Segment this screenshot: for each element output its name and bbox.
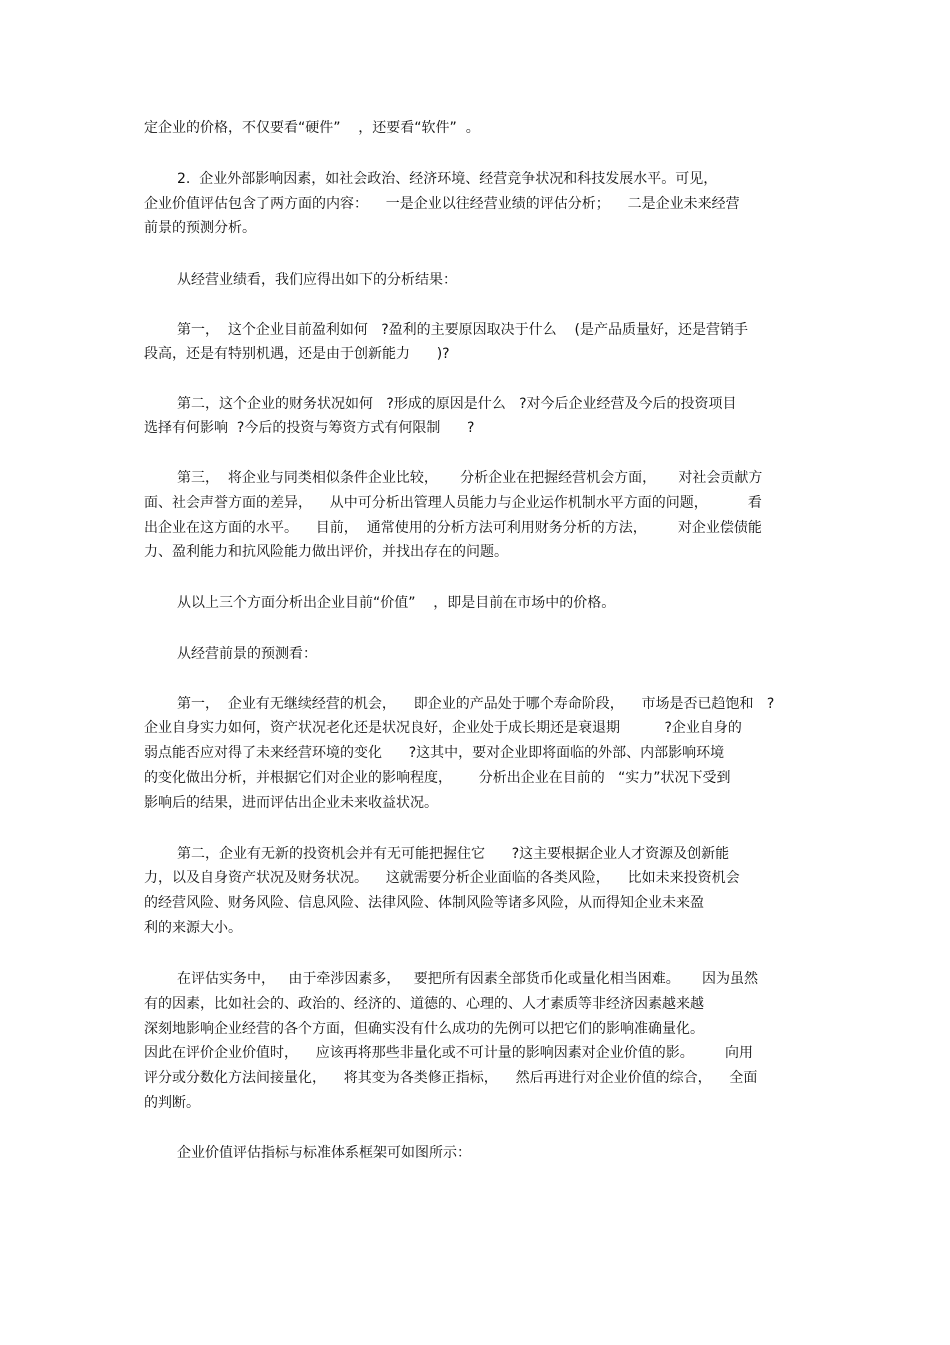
text-line: 2. 企业外部影响因素，如社会政治、经济环境、经营竞争状况和科技发展水平。可见，: [177, 171, 718, 187]
text-line: 前景的预测分析。: [144, 220, 256, 236]
text-line: 弱点能否应对得了未来经营环境的变化 ?这其中，要对企业即将面临的外部、内部影响环境: [144, 745, 725, 761]
text-line: 从经营业绩看，我们应得出如下的分析结果：: [177, 272, 457, 288]
text-line: 力，以及自身资产状况及财务状况。 这就需要分析企业面临的各类风险， 比如未来投资机会: [144, 870, 740, 886]
text-line: 企业价值评估包含了两方面的内容： 一是企业以往经营业绩的评估分析； 二是企业未来经营: [144, 196, 740, 212]
text-line: 段高，还是有特别机遇，还是由于创新能力 )?: [144, 346, 450, 362]
text-line: 在评估实务中， 由于牵涉因素多， 要把所有因素全部货币化或量化相当困难。 因为虽然: [177, 971, 758, 987]
text-line: 的变化做出分析，并根据它们对企业的影响程度， 分析出企业在目前的 “实力”状况下受到: [144, 770, 731, 786]
text-line: 企业自身实力如何，资产状况老化还是状况良好，企业处于成长期还是衰退期 ?企业自身的: [144, 720, 742, 736]
text-line: 从以上三个方面分析出企业目前“价值” ，即是目前在市场中的价格。: [177, 595, 616, 611]
text-line: 有的因素，比如社会的、政治的、经济的、道德的、心理的、人才素质等非经济因素越来越: [144, 996, 704, 1012]
text-line: 的经营风险、财务风险、信息风险、法律风险、体制风险等诸多风险，从而得知企业未来盈: [144, 895, 704, 911]
text-line: 利的来源大小。: [144, 920, 242, 936]
text-line: 第一， 这个企业目前盈利如何 ?盈利的主要原因取决于什么 (是产品质量好，还是营销手: [177, 322, 748, 338]
text-line: 从经营前景的预测看：: [177, 646, 317, 662]
text-line: 企业价值评估指标与标准体系框架可如图所示：: [177, 1145, 471, 1161]
text-line: 出企业在这方面的水平。 目前， 通常使用的分析方法可利用财务分析的方法， 对企业偿债能: [144, 520, 762, 536]
text-line: 第三， 将企业与同类相似条件企业比较， 分析企业在把握经营机会方面， 对社会贡献方: [177, 470, 763, 486]
text-line: 力、盈利能力和抗风险能力做出评价，并找出存在的问题。: [144, 544, 508, 560]
text-line: 评分或分数化方法间接量化， 将其变为各类修正指标， 然后再进行对企业价值的综合， 全面: [144, 1070, 758, 1086]
text-line: 面、社会声誉方面的差异， 从中可分析出管理人员能力与企业运作机制水平方面的问题， 看: [144, 495, 762, 511]
text-line: 的判断。: [144, 1095, 200, 1111]
text-line: 第二，企业有无新的投资机会并有无可能把握住它 ?这主要根据企业人才资源及创新能: [177, 846, 730, 862]
text-line: 第二，这个企业的财务状况如何 ?形成的原因是什么 ?对今后企业经营及今后的投资项目: [177, 396, 737, 412]
text-line: 定企业的价格，不仅要看“硬件” ，还要看“软件” 。: [144, 120, 480, 136]
text-line: 影响后的结果，进而评估出企业未来收益状况。: [144, 795, 438, 811]
text-line: 深刻地影响企业经营的各个方面，但确实没有什么成功的先例可以把它们的影响准确量化。: [144, 1021, 704, 1037]
text-line: 选择有何影响 ?今后的投资与筹资方式有何限制 ?: [144, 420, 475, 436]
text-line: 第一， 企业有无继续经营的机会， 即企业的产品处于哪个寿命阶段， 市场是否已趋饱和 ?: [177, 696, 775, 712]
text-line: 因此在评价企业价值时， 应该再将那些非量化或不可计量的影响因素对企业价值的影。 向用: [144, 1045, 753, 1061]
